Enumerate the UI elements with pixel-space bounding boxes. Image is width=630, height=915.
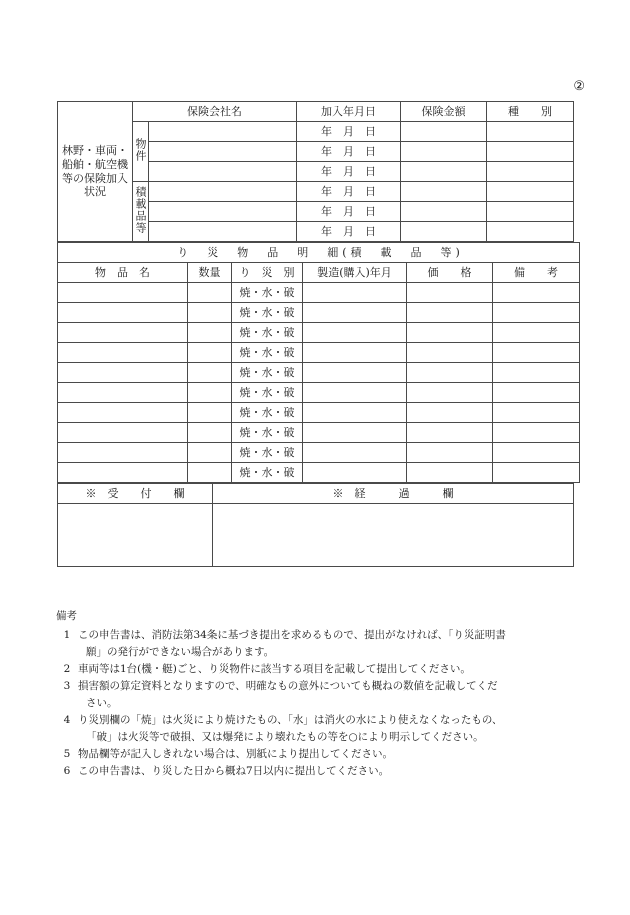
reception-input-area[interactable] — [58, 504, 213, 567]
insurance-cell-date[interactable]: 年 月 日 — [297, 122, 401, 142]
detail-header-made-date: 製造(購入)年月 — [303, 263, 407, 283]
detail-cell-price[interactable] — [407, 443, 493, 463]
detail-header-note: 備 考 — [493, 263, 580, 283]
detail-cell-damage[interactable]: 焼・水・破 — [232, 443, 303, 463]
remark-text-3-line-1: 損害額の算定資料となりますので、明確なもの意外についても概ねの数値を記載してくだ — [78, 680, 498, 692]
remark-text-3-line-2: さい。 — [86, 697, 118, 709]
insurance-group-label-sekisaihin — [133, 182, 149, 242]
insurance-cell-company[interactable] — [149, 142, 297, 162]
remark-text-5 — [78, 746, 586, 763]
detail-cell-name[interactable] — [58, 323, 188, 343]
insurance-group-label-sekisaihin-text: 積載品等 — [134, 185, 147, 234]
table-row — [58, 463, 580, 483]
remark-item-3 — [56, 678, 586, 712]
insurance-section-label-line-4: 状況 — [84, 185, 106, 199]
detail-cell-name[interactable] — [58, 463, 188, 483]
insurance-cell-amount[interactable] — [401, 202, 487, 222]
detail-cell-note[interactable] — [493, 423, 580, 443]
detail-cell-price[interactable] — [407, 303, 493, 323]
detail-cell-made-date[interactable] — [303, 303, 407, 323]
detail-cell-qty[interactable] — [188, 303, 232, 323]
insurance-cell-kind[interactable] — [487, 122, 574, 142]
detail-cell-note[interactable] — [493, 383, 580, 403]
detail-cell-qty[interactable] — [188, 423, 232, 443]
remark-text-3 — [78, 678, 586, 712]
table-row — [58, 303, 580, 323]
insurance-header-company: 保険会社名 — [133, 102, 297, 122]
insurance-cell-company[interactable] — [149, 182, 297, 202]
insurance-section-label — [58, 102, 133, 242]
table-row — [58, 363, 580, 383]
remark-number-5: 5 — [63, 748, 71, 760]
insurance-group-label-buttai-text: 物件 — [134, 137, 147, 162]
detail-cell-qty[interactable] — [188, 403, 232, 423]
remark-number-3: 3 — [63, 680, 71, 692]
insurance-header-kind: 種 別 — [487, 102, 574, 122]
insurance-cell-kind[interactable] — [487, 182, 574, 202]
detail-cell-damage[interactable]: 焼・水・破 — [232, 423, 303, 443]
detail-cell-made-date[interactable] — [303, 403, 407, 423]
table-row — [58, 403, 580, 423]
detail-cell-made-date[interactable] — [303, 463, 407, 483]
detail-cell-qty[interactable] — [188, 343, 232, 363]
detail-header-damage: り 災 別 — [232, 263, 303, 283]
remarks-section — [56, 608, 586, 780]
detail-cell-note[interactable] — [493, 443, 580, 463]
detail-cell-made-date[interactable] — [303, 423, 407, 443]
insurance-cell-amount[interactable] — [401, 122, 487, 142]
detail-cell-damage[interactable]: 焼・水・破 — [232, 383, 303, 403]
damaged-goods-detail-table — [57, 242, 580, 483]
progress-section-label: ※ 経 過 欄 — [213, 484, 574, 504]
insurance-cell-amount[interactable] — [401, 142, 487, 162]
table-row — [58, 343, 580, 363]
remark-text-4-line-1: り災別欄の「焼」は火災により焼けたもの、「水」は消火の水により使えなくなったもの、 — [78, 714, 503, 726]
detail-cell-price[interactable] — [407, 363, 493, 383]
insurance-section-label-line-2: 船舶・航空機 — [62, 157, 128, 171]
insurance-cell-amount[interactable] — [401, 182, 487, 202]
detail-header-qty: 数量 — [188, 263, 232, 283]
remark-text-1 — [78, 627, 586, 661]
detail-cell-damage[interactable]: 焼・水・破 — [232, 283, 303, 303]
detail-cell-price[interactable] — [407, 463, 493, 483]
detail-cell-note[interactable] — [493, 283, 580, 303]
insurance-cell-date[interactable]: 年 月 日 — [297, 162, 401, 182]
detail-cell-price[interactable] — [407, 383, 493, 403]
detail-cell-damage[interactable]: 焼・水・破 — [232, 303, 303, 323]
insurance-cell-amount[interactable] — [401, 222, 487, 242]
insurance-cell-kind[interactable] — [487, 222, 574, 242]
insurance-header-join-date: 加入年月日 — [297, 102, 401, 122]
detail-cell-name[interactable] — [58, 283, 188, 303]
remark-number-2: 2 — [63, 663, 71, 675]
insurance-cell-company[interactable] — [149, 222, 297, 242]
detail-cell-note[interactable] — [493, 463, 580, 483]
insurance-section-label-line-1: 林野・車両・ — [62, 144, 128, 157]
detail-cell-note[interactable] — [493, 403, 580, 423]
detail-cell-price[interactable] — [407, 423, 493, 443]
remark-item-1 — [56, 627, 586, 661]
remark-text-4-line-2: 「破」は火災等で破損、又は爆発により壊れたもの等を○により明示してください。 — [86, 731, 484, 743]
insurance-cell-company[interactable] — [149, 202, 297, 222]
insurance-cell-date[interactable]: 年 月 日 — [297, 222, 401, 242]
table-row — [58, 323, 580, 343]
table-row — [58, 423, 580, 443]
insurance-section-label-line-3: 等の保険加入 — [62, 171, 128, 185]
remark-text-4 — [78, 712, 586, 746]
detail-cell-qty[interactable] — [188, 283, 232, 303]
insurance-cell-date[interactable]: 年 月 日 — [297, 142, 401, 162]
detail-header-name: 物 品 名 — [58, 263, 188, 283]
detail-cell-name[interactable] — [58, 383, 188, 403]
table-row — [58, 443, 580, 463]
detail-title-row — [58, 243, 580, 263]
detail-header-row — [58, 263, 580, 283]
remark-text-1-line-2: 願」の発行ができない場合があります。 — [86, 646, 275, 658]
remark-item-2 — [56, 661, 586, 678]
detail-cell-note[interactable] — [493, 323, 580, 343]
remark-text-5-line-1: 物品欄等が記入しきれない場合は、別紙により提出してください。 — [78, 748, 393, 760]
detail-cell-damage[interactable]: 焼・水・破 — [232, 323, 303, 343]
remark-text-6 — [78, 763, 586, 780]
detail-cell-price[interactable] — [407, 403, 493, 423]
detail-cell-price[interactable] — [407, 343, 493, 363]
detail-cell-damage[interactable]: 焼・水・破 — [232, 463, 303, 483]
detail-cell-qty[interactable] — [188, 383, 232, 403]
detail-cell-name[interactable] — [58, 443, 188, 463]
detail-cell-damage[interactable]: 焼・水・破 — [232, 363, 303, 383]
insurance-enrollment-table — [57, 101, 574, 242]
office-use-body-row — [58, 504, 574, 567]
detail-cell-name[interactable] — [58, 303, 188, 323]
page-number-marker: ② — [573, 79, 585, 94]
detail-cell-qty[interactable] — [188, 463, 232, 483]
insurance-cell-amount[interactable] — [401, 162, 487, 182]
insurance-cell-date[interactable]: 年 月 日 — [297, 182, 401, 202]
detail-header-price: 価 格 — [407, 263, 493, 283]
insurance-header-row — [58, 102, 574, 122]
progress-input-area[interactable] — [213, 504, 574, 567]
insurance-row — [58, 122, 574, 142]
detail-cell-damage[interactable]: 焼・水・破 — [232, 403, 303, 423]
insurance-cell-kind[interactable] — [487, 142, 574, 162]
table-row — [58, 383, 580, 403]
detail-cell-name[interactable] — [58, 423, 188, 443]
detail-cell-name[interactable] — [58, 343, 188, 363]
remarks-title: 備考 — [56, 610, 77, 622]
detail-cell-qty[interactable] — [188, 323, 232, 343]
detail-cell-made-date[interactable] — [303, 343, 407, 363]
detail-cell-name[interactable] — [58, 363, 188, 383]
insurance-cell-kind[interactable] — [487, 202, 574, 222]
detail-cell-damage[interactable]: 焼・水・破 — [232, 343, 303, 363]
detail-cell-note[interactable] — [493, 343, 580, 363]
remark-text-2-line-1: 車両等は1台(機・艇)ごと、り災物件に該当する項目を記載して提出してください。 — [78, 663, 471, 675]
detail-cell-qty[interactable] — [188, 443, 232, 463]
detail-cell-note[interactable] — [493, 363, 580, 383]
insurance-cell-company[interactable] — [149, 122, 297, 142]
detail-cell-made-date[interactable] — [303, 283, 407, 303]
detail-cell-qty[interactable] — [188, 363, 232, 383]
insurance-row — [58, 182, 574, 202]
detail-cell-made-date[interactable] — [303, 323, 407, 343]
reception-section-label: ※ 受 付 欄 — [58, 484, 213, 504]
insurance-cell-date[interactable]: 年 月 日 — [297, 202, 401, 222]
remark-item-6 — [56, 763, 586, 780]
detail-table-title: り 災 物 品 明 細(積 載 品 等) — [58, 243, 580, 263]
remark-text-6-line-1: この申告書は、り災した日から概ね7日以内に提出してください。 — [78, 765, 390, 777]
detail-cell-made-date[interactable] — [303, 443, 407, 463]
detail-cell-price[interactable] — [407, 323, 493, 343]
remark-number-6: 6 — [63, 765, 71, 777]
insurance-cell-kind[interactable] — [487, 162, 574, 182]
detail-cell-note[interactable] — [493, 303, 580, 323]
remark-text-1-line-1: この申告書は、消防法第34条に基づき提出を求めるもので、提出がなければ、「り災証明書 — [78, 629, 506, 641]
detail-cell-made-date[interactable] — [303, 383, 407, 403]
remark-number-4: 4 — [63, 714, 71, 726]
form-tables — [57, 101, 573, 567]
remark-item-4 — [56, 712, 586, 746]
insurance-header-amount: 保険金額 — [401, 102, 487, 122]
remark-number-1: 1 — [63, 629, 71, 641]
remark-item-5 — [56, 746, 586, 763]
insurance-group-label-buttai — [133, 122, 149, 182]
office-use-header-row — [58, 484, 574, 504]
table-row — [58, 283, 580, 303]
remark-text-2 — [78, 661, 586, 678]
detail-cell-name[interactable] — [58, 403, 188, 423]
detail-cell-made-date[interactable] — [303, 363, 407, 383]
detail-cell-price[interactable] — [407, 283, 493, 303]
insurance-cell-company[interactable] — [149, 162, 297, 182]
office-use-table — [57, 483, 574, 567]
